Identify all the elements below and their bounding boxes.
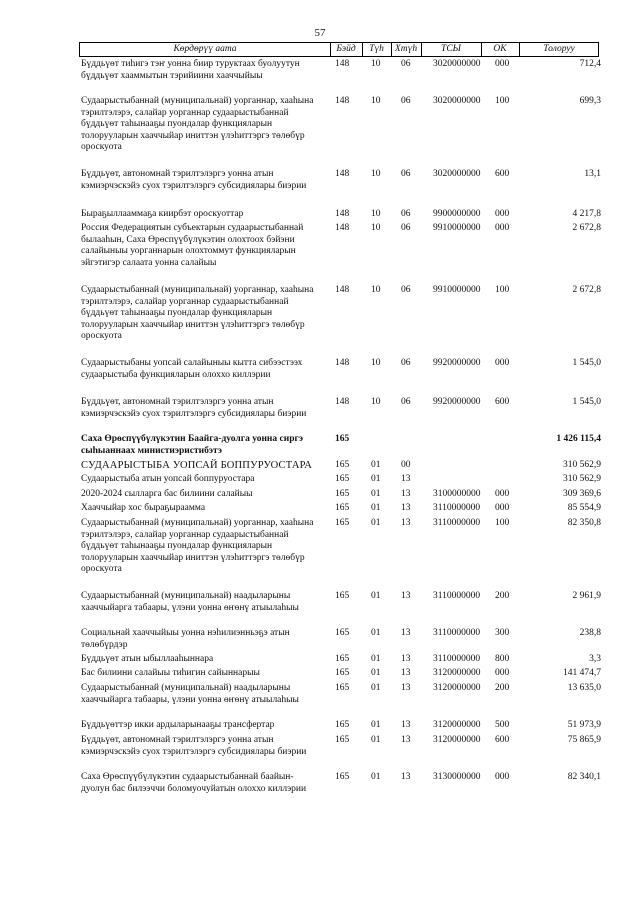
row-subsection: 13 [401,772,411,782]
row-section: 01 [371,591,381,601]
row-amount: 4 217,8 [572,209,601,219]
row-ved: 148 [335,358,350,368]
row-ved: 165 [335,720,350,730]
header-amount: Толоруу [543,44,575,54]
row-expense: 000 [495,358,510,368]
row-amount: 141 474,7 [563,668,601,678]
row-ved: 148 [335,285,350,295]
row-subsection: 13 [401,474,411,484]
row-description: СУДААРЫСТЫБА УОПСАЙ БОППУРУОСТАРА [81,460,313,471]
row-subsection: 13 [401,489,411,499]
row-description: Бүддьүөт, автономнай тэрилтэлэргэ уонна атын кэмиэрчэскэйэ суох тэрилтэлэргэ субсидиялары биэрии [81,169,307,191]
row-ved: 165 [335,474,350,484]
row-ved: 148 [335,96,350,106]
row-amount: 75 865,9 [567,735,601,745]
row-target: 9920000000 [433,397,481,407]
row-subsection: 06 [401,209,411,219]
row-description: Хааччыйар хос быраҕырааммa [81,503,206,513]
row-description: Бүддьүөт, автономнай тэрилтэлэргэ уонна атын кэмиэрчэскэйэ суох тэрилтэлэргэ субсидиялары биэрии [81,397,307,419]
row-amount: 2 672,8 [572,223,601,233]
row-description: Саха Өрөспүүбүлүкэтин судаарыстыбаннай баайын-дуолун бас билээччи боломуочуйатын олоххо киллэрии [81,772,307,794]
row-section: 10 [371,59,381,69]
row-section: 01 [371,628,381,638]
row-expense: 000 [495,503,510,513]
row-subsection: 13 [401,628,411,638]
row-amount: 1 545,0 [572,397,601,407]
row-subsection: 13 [401,591,411,601]
row-subsection: 06 [401,397,411,407]
row-ved: 148 [335,223,350,233]
row-target: 3120000000 [433,683,481,693]
row-expense: 100 [495,96,510,106]
row-target: 3100000000 [433,489,481,499]
row-ved: 148 [335,209,350,219]
row-description: Россия Федерациятын субъектарын судаарыстыбаннай былааһын, Саха Өрөспүүбүлүкэтин олохтоох бэйэни салайыныы уорганнарын олохтоммут функцияларын эйгэтигэр салаата уонна салайыы [81,223,304,268]
row-ved: 165 [335,628,350,638]
row-section: 01 [371,735,381,745]
row-amount: 51 973,9 [567,720,601,730]
row-amount: 13 635,0 [567,683,601,693]
row-amount: 82 340,1 [567,772,601,782]
row-target: 3110000000 [433,518,481,528]
header-ved: Бэйд [336,44,356,54]
table-header [79,42,599,57]
row-target: 3110000000 [433,628,481,638]
row-subsection: 13 [401,683,411,693]
row-amount: 13,1 [584,169,601,179]
header-expense: ОК [493,44,507,54]
row-expense: 000 [495,223,510,233]
row-amount: 85 554,9 [567,503,601,513]
row-ved: 148 [335,397,350,407]
row-subsection: 06 [401,223,411,233]
row-ved: 165 [335,489,350,499]
row-description: Судаарыстыбаннай (муниципальнай) уорганнар, хааһына тэрилтэлэрэ, салайар уорганнар судаарыстыбаннай бүддьүөт таһынааҕы пуондалар функцияларын толорууларын хааччыйар иниттэн үлэһиттэргэ төлөбүр ороскуота [81,285,314,341]
row-expense: 000 [495,668,510,678]
row-target: 3120000000 [433,720,481,730]
row-subsection: 06 [401,285,411,295]
row-section: 01 [371,668,381,678]
row-section: 01 [371,503,381,513]
row-subsection: 13 [401,735,411,745]
row-ved: 165 [335,683,350,693]
row-ved: 165 [335,460,350,470]
row-target: 9920000000 [433,358,481,368]
row-target: 3110000000 [433,654,481,664]
row-description: Бүддьүөт, автономнай тэрилтэлэргэ уонна атын кэмиэрчэскэйэ суох тэрилтэлэргэ субсидиялары биэрии [81,735,307,757]
row-amount: 309 369,6 [563,489,601,499]
row-amount: 712,4 [579,59,601,69]
row-amount: 310 562,9 [563,474,601,484]
row-target: 9910000000 [433,285,481,295]
row-target: 3120000000 [433,735,481,745]
row-amount: 238,8 [579,628,601,638]
row-ved: 148 [335,169,350,179]
row-section: 01 [371,654,381,664]
row-target: 3110000000 [433,591,481,601]
row-section: 01 [371,460,381,470]
row-ved: 165 [335,772,350,782]
row-target: 9900000000 [433,209,481,219]
row-ved: 165 [335,654,350,664]
row-amount: 82 350,8 [567,518,601,528]
row-expense: 000 [495,489,510,499]
row-description: Судаарыстыбаны уопсай салайыныы кытта сибээстээх судаарыстыба функцияларын олоххо киллэрии [81,358,303,380]
row-target: 3020000000 [433,96,481,106]
row-target: 3120000000 [433,668,481,678]
row-section: 10 [371,96,381,106]
row-expense: 000 [495,772,510,782]
row-expense: 800 [495,654,510,664]
row-description: Судаарыстыбаннай (муниципальнай) наадыларыны хааччыйарга табаары, үлэни уонна өҥөнү атыылаһыы [81,683,299,705]
row-target: 3020000000 [433,169,481,179]
row-section: 10 [371,209,381,219]
page-number: 57 [314,27,326,39]
row-expense: 600 [495,735,510,745]
header-subsection: Хтүһ [394,44,418,54]
row-amount: 1 426 115,4 [556,434,601,444]
row-description: Судаарыстыбаннай (муниципальнай) уорганнар, хааһына тэрилтэлэрэ, салайар уорганнар судаарыстыбаннай бүддьүөт таһынааҕы пуондалар функцияларын толорууларын хааччыйар иниттэн үлэһиттэргэ төлөбүр ороскуота [81,518,314,574]
row-section: 01 [371,772,381,782]
row-amount: 699,3 [579,96,601,106]
row-subsection: 13 [401,668,411,678]
row-ved: 165 [335,518,350,528]
row-amount: 3,3 [589,654,601,664]
row-description: Судаарыстыба атын уопсай боппуруостара [81,474,255,484]
row-section: 01 [371,518,381,528]
row-ved: 148 [335,59,350,69]
row-expense: 300 [495,628,510,638]
row-ved: 165 [335,503,350,513]
row-ved: 165 [335,668,350,678]
row-section: 01 [371,474,381,484]
row-description: Судаарыстыбаннай (муниципальнай) наадыларыны хааччыйарга табаары, үлэни уонна өҥөнү атыылаһыы [81,591,299,613]
row-section: 10 [371,285,381,295]
row-description: 2020-2024 сылларга бас билиини салайыы [81,489,253,499]
row-amount: 2 961,9 [572,591,601,601]
row-section: 10 [371,397,381,407]
row-description: Быраҕыллааммаҕа киирбэт ороскуоттар [81,209,244,219]
row-subsection: 13 [401,518,411,528]
row-expense: 500 [495,720,510,730]
row-expense: 100 [495,518,510,528]
row-expense: 600 [495,169,510,179]
row-expense: 100 [495,285,510,295]
row-subsection: 13 [401,720,411,730]
row-description: Социальнай хааччыйыы уонна нэһилиэнньэҕэ атын төлөбүрдэр [81,628,290,650]
row-ved: 165 [335,735,350,745]
row-subsection: 06 [401,96,411,106]
row-subsection: 00 [401,460,411,470]
row-description: Судаарыстыбаннай (муниципальнай) уорганнар, хааһына тэрилтэлэрэ, салайар уорганнар судаарыстыбаннай бүддьүөт таһынааҕы пуондалар функцияларын толорууларын хааччыйар иниттэн үлэһиттэргэ төлөбүр ороскуота [81,96,314,152]
row-ved: 165 [335,591,350,601]
row-expense: 600 [495,397,510,407]
row-expense: 200 [495,591,510,601]
row-subsection: 13 [401,654,411,664]
header-target: ТСЫ [441,44,461,54]
row-expense: 000 [495,209,510,219]
row-target: 3130000000 [433,772,481,782]
row-subsection: 13 [401,503,411,513]
row-section: 10 [371,223,381,233]
row-amount: 1 545,0 [572,358,601,368]
row-subsection: 06 [401,358,411,368]
row-amount: 2 672,8 [572,285,601,295]
row-expense: 200 [495,683,510,693]
row-target: 9910000000 [433,223,481,233]
header-name: Көрдөрүү аата [173,44,237,54]
row-description: Бүддьүөттэр икки ардыларынааҕы трансфертар [81,720,275,730]
row-expense: 000 [495,59,510,69]
row-target: 3020000000 [433,59,481,69]
row-section: 01 [371,489,381,499]
row-subsection: 06 [401,59,411,69]
row-amount: 310 562,9 [563,460,601,470]
row-section: 01 [371,720,381,730]
row-target: 3110000000 [433,503,481,513]
row-section: 10 [371,358,381,368]
row-description: Бүддьүөт тиһигэ тэҥ уонна биир туруктаах буолуутун бүддьүөт хааммытын тэрийиини хааччыйыы [81,59,300,81]
row-description: Бас билиини салайыы тиһигин сайыннарыы [81,668,260,678]
row-section: 01 [371,683,381,693]
row-ved: 165 [335,434,350,444]
row-section: 10 [371,169,381,179]
row-description: Бүддьүөт атын ыбыллааһыннара [81,654,214,664]
row-description: Саха Өрөспүүбүлүкэтин Баайга-дуолга уонна сиргэ сыһыаннаах министиэристибэтэ [81,434,303,456]
row-subsection: 06 [401,169,411,179]
header-section: Түһ [369,44,384,54]
